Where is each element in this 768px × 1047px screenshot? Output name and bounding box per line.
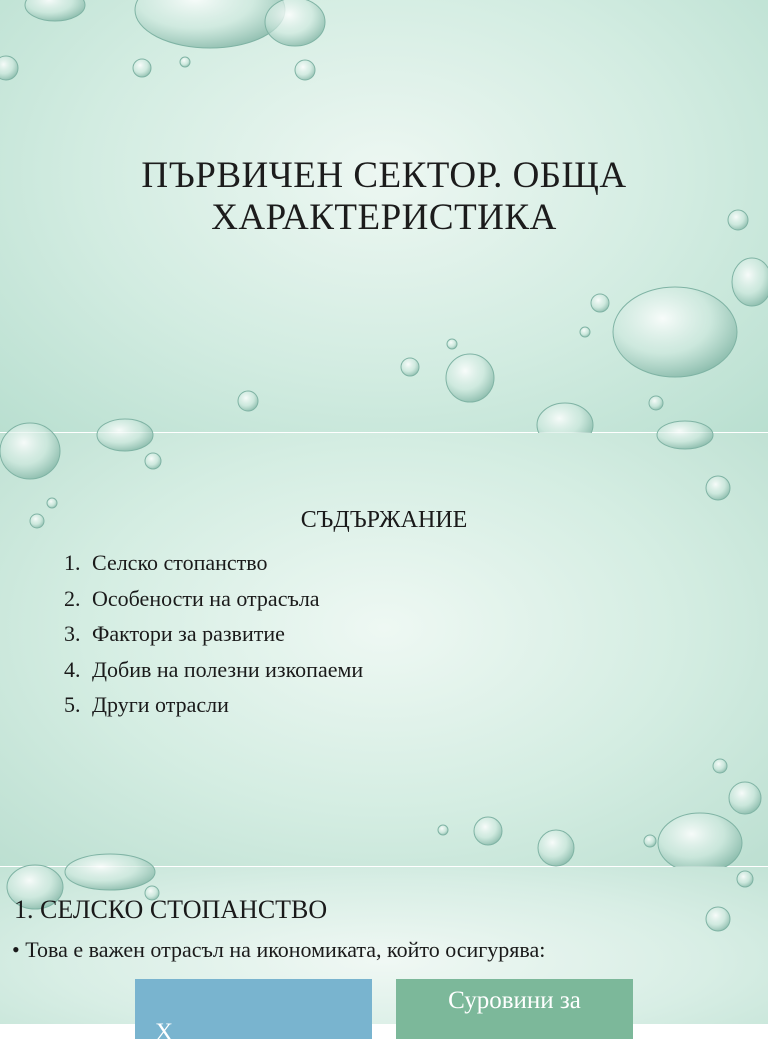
list-item: 1. Селско стопанство xyxy=(64,550,268,575)
list-item: 3. Фактори за развитие xyxy=(64,621,285,646)
bullet-text: • Това е важен отрасъл на икономиката, който осигурява: xyxy=(12,937,546,962)
slide-1[interactable] xyxy=(0,0,768,432)
list-item: 2. Особености на отрасъла xyxy=(64,585,320,611)
smartart-box-1 xyxy=(135,979,372,1046)
slide-2[interactable] xyxy=(0,433,768,866)
contents-heading: СЪДЪРЖАНИЕ xyxy=(300,507,468,533)
slide-3[interactable] xyxy=(0,867,768,1046)
list-item: 5. Други отрасли xyxy=(64,692,229,717)
title-line-1: ПЪРВИЧЕН СЕКТОР. ОБЩА xyxy=(141,155,627,196)
slide-title xyxy=(0,155,768,239)
box-2-label: Суровини за xyxy=(448,987,581,1014)
box-1-label: Х xyxy=(155,1019,174,1046)
title-line-2: ХАРАКТЕРИСТИКА xyxy=(211,197,557,238)
contents-list xyxy=(64,545,363,723)
section-heading: 1. СЕЛСКО СТОПАНСТВО xyxy=(14,895,328,924)
list-item: 4. Добив на полезни изкопаеми xyxy=(64,656,364,682)
smartart-box-2 xyxy=(396,979,633,1039)
